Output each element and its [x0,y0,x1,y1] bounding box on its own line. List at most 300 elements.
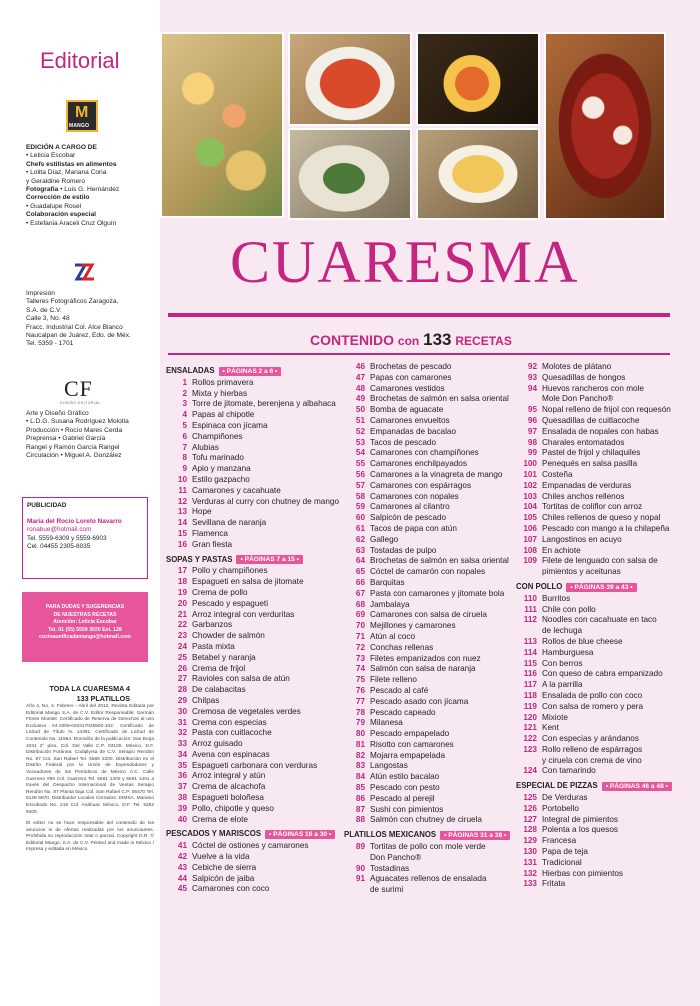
recipe-entry[interactable] [516,556,700,567]
recipe-number: 20 [177,598,187,608]
recipe-entry[interactable] [516,858,700,869]
recipe-number: 122 [523,734,537,744]
recipe-number: 28 [177,685,187,695]
recipe-entry[interactable] [344,874,520,885]
recipe-entry[interactable] [166,610,342,621]
recipe-entry[interactable] [166,664,342,675]
recipe-number: 32 [177,728,187,738]
recipe-entry[interactable] [166,599,342,610]
art-credits [26,410,158,460]
recipe-entry[interactable] [516,470,700,481]
recipe-count: 133 [423,330,452,349]
recipe-number: 63 [355,545,365,555]
recipe-title: Camarones a la vinagreta de mango [370,469,503,479]
recipe-number: 49 [355,394,365,404]
recipe-title: A la parrilla [542,680,583,690]
recipe-title: Integral de pimientos [542,814,619,824]
credit-text: y Geraldine Romero [26,177,86,185]
recipe-entry[interactable] [516,869,700,880]
recipe-number: 86 [355,793,365,803]
recipe-number: 83 [355,761,365,771]
photo-soup-bowl [288,32,412,126]
recipe-number: 121 [523,723,537,733]
recipe-number: 64 [355,556,365,566]
section-name: PLATILLOS MEXICANOS [344,830,437,840]
recipe-number: 108 [523,545,537,555]
recipe-title: Espagueti carbonara con verduras [192,760,318,770]
credit-line [26,194,156,202]
recipe-title: Molotes de plátano [542,362,612,371]
recipe-entry[interactable] [516,637,700,648]
recipe-title: Langostinos en acuyo [542,534,622,544]
legal-notice [26,704,154,859]
recipe-number: 52 [355,426,365,436]
section-name: SOPAS Y PASTAS [166,554,233,564]
recipe-entry[interactable] [166,432,342,443]
recipe-number: 95 [527,405,537,415]
recipe-title: Arroz guisado [192,739,243,749]
recipe-entry[interactable] [166,518,342,529]
recipe-entry[interactable] [344,578,520,589]
credit-line [26,340,156,348]
recipe-entry[interactable] [516,745,700,756]
recipe-entry[interactable] [516,669,700,680]
recipe-title: Conchas rellenas [370,642,434,652]
recipe-entry[interactable] [344,632,520,643]
recipe-entry[interactable] [516,766,700,777]
recipe-entry[interactable] [166,443,342,454]
recipe-entry[interactable] [166,874,342,885]
recipe-title: Noodles con cacahuate en taco [542,615,657,625]
recipe-entry[interactable] [166,378,342,389]
recipe-entry[interactable] [166,464,342,475]
recipe-entry[interactable] [516,373,700,384]
recipe-title: Con tamarindo [542,766,596,776]
recipe-entry[interactable] [344,805,520,816]
dudas-email[interactable]: cocinaunificadamango@hotmail.com [39,634,131,641]
recipe-number: 133 [523,879,537,889]
recipe-number: 8 [182,453,187,463]
recipe-entry[interactable] [344,794,520,805]
recipe-title: Mejillones y camarones [370,621,456,631]
recipe-entry[interactable] [344,621,520,632]
credit-text: • Rocío Mares Cerda [59,426,123,434]
recipe-entry[interactable] [344,815,520,826]
recipe-entry[interactable] [516,648,700,659]
recipe-entry[interactable] [166,399,342,410]
recipe-entry[interactable] [344,664,520,675]
recipe-entry[interactable] [344,675,520,686]
recipe-entry[interactable] [344,535,520,546]
recipe-entry[interactable] [516,756,700,767]
recipe-title: Camarones con salsa de ciruela [370,610,487,620]
contents-con: con [397,334,420,348]
recipe-entry[interactable] [516,567,700,578]
recipe-entry[interactable] [166,577,342,588]
recipe-entry[interactable] [516,524,700,535]
recipe-entry[interactable] [516,481,700,492]
recipe-entry[interactable] [344,556,520,567]
credit-line [26,169,156,177]
recipe-entry[interactable] [516,734,700,745]
recipe-title: Camarones envueltos [370,415,450,425]
staff-credits [26,144,156,228]
recipe-entry[interactable] [344,362,520,373]
recipe-entry[interactable] [166,453,342,464]
recipe-title: Penequés en salsa pasilla [542,459,638,469]
recipe-entry[interactable] [516,513,700,524]
contents-column [344,362,520,896]
recipe-entry[interactable] [166,852,342,863]
recipe-entry[interactable] [344,654,520,665]
recipe-entry[interactable] [516,626,700,637]
recipe-entry[interactable] [344,427,520,438]
recipe-number: 6 [182,431,187,441]
recipe-number: 129 [523,836,537,846]
recipe-entry[interactable] [344,772,520,783]
recipe-number: 18 [177,577,187,587]
recipe-title: Pasta con cuitlacoche [192,728,272,738]
recipe-entry[interactable] [344,470,520,481]
section-pages-badge: • PÁGINAS 31 a 38 • [440,831,510,840]
recipe-entry[interactable] [516,416,700,427]
recipe-entry[interactable] [166,685,342,696]
recipe-title: De Verduras [542,793,588,803]
recipe-title: Avena con espinacas [192,749,270,759]
recipe-entry[interactable] [344,751,520,762]
recipe-entry[interactable] [516,815,700,826]
recipe-entry[interactable] [344,761,520,772]
recipe-number: 14 [177,518,187,528]
section-header [166,366,342,377]
credit-text: S.A. de C.V. [26,306,62,314]
recipe-number: 60 [355,513,365,523]
recipe-entry[interactable] [166,793,342,804]
recipe-entry[interactable] [344,459,520,470]
recipe-title: Chiles anchos rellenos [542,491,625,501]
photo-fish-plate [288,128,412,220]
recipe-entry[interactable] [166,782,342,793]
recipe-entry[interactable] [344,481,520,492]
recipe-number: 74 [355,664,365,674]
zaragoza-logo-icon [73,263,95,281]
recipe-title: Camarones vestidos [370,383,445,393]
recipe-entry[interactable] [516,384,700,395]
recipe-title: Crema de alcachofa [192,782,266,792]
recipe-entry[interactable] [166,804,342,815]
recipe-title: Tradicional [542,857,582,867]
recipe-entry[interactable] [344,885,520,896]
recipe-entry[interactable] [516,405,700,416]
recipe-number: 11 [178,485,187,495]
recipe-entry[interactable] [344,502,520,513]
recipe-entry[interactable] [166,696,342,707]
credit-line [26,435,158,443]
credit-text: Rangel y Ramón García Rangel [26,443,120,451]
recipe-entry[interactable] [516,680,700,691]
dudas-line: PARA DUDAS Y SUGERENCIAS [45,604,125,610]
recipe-entry[interactable] [516,492,700,503]
recipe-number: 66 [355,577,365,587]
recipe-entry[interactable] [344,853,520,864]
recipe-number: 107 [523,534,537,544]
recipe-number: 67 [355,588,365,598]
recipe-entry[interactable] [166,674,342,685]
recipe-entry[interactable] [516,438,700,449]
section-pages-badge: • PÁGINAS 16 a 30 • [265,830,335,839]
recipe-number: 84 [355,772,365,782]
recipe-title: Pollo y champiñones [192,566,268,576]
recipe-entry[interactable] [516,804,700,815]
credit-line [26,324,156,332]
recipe-entry[interactable] [516,594,700,605]
recipe-number: 36 [177,771,187,781]
recipe-entry[interactable] [516,793,700,804]
recipe-entry[interactable] [344,567,520,578]
page-title: CUARESMA [230,229,580,295]
credit-heading: Chefs estilistas en alimentos [26,160,117,168]
recipe-title: Cóctel de ostiones y camarones [192,841,309,851]
recipe-title: Flamenca [192,528,228,538]
recipe-entry[interactable] [166,761,342,772]
recipe-number: 75 [355,675,365,685]
recipe-title: Pescado y espagueti [192,598,269,608]
publicidad-email[interactable]: ronabue@hotmail.com [27,526,92,534]
recipe-entry[interactable] [344,740,520,751]
section-pages-badge: • PÁGINAS 46 a 48 • [602,782,672,791]
recipe-entry[interactable] [516,847,700,858]
recipe-entry[interactable] [344,589,520,600]
contents-rule [168,353,670,355]
recipe-entry[interactable] [166,529,342,540]
recipe-entry[interactable] [166,863,342,874]
recipe-entry[interactable] [516,502,700,513]
recipe-title: Huevos rancheros con mole [542,383,644,393]
recipe-title: Tortitas de coliflor con arroz [542,502,643,512]
section-pages-badge: • PÁGINAS 7 a 15 • [236,555,303,564]
issue-title-line: TODA LA CUARESMA 4 [49,684,130,693]
recipe-entry[interactable] [344,384,520,395]
publicidad-box [22,497,148,579]
recipe-entry[interactable] [344,842,520,853]
recipe-title: Aguacates rellenos de ensalada [370,874,487,884]
recipe-entry[interactable] [166,815,342,826]
recipe-title: Brochetas de salmón en salsa oriental [370,556,509,566]
recipe-title: Arroz integral con verduritas [192,609,295,619]
recipe-number: 31 [177,717,187,727]
recipe-entry[interactable] [166,771,342,782]
recipe-entry[interactable] [166,841,342,852]
recipe-entry[interactable] [166,707,342,718]
recipe-entry[interactable] [166,475,342,486]
recipe-entry[interactable] [516,879,700,890]
recipe-title: Gallego [370,534,399,544]
recipe-number [344,885,370,896]
recipe-number: 17 [177,566,187,576]
recipe-entry[interactable] [344,405,520,416]
recipe-entry[interactable] [166,421,342,432]
recipe-entry[interactable] [344,416,520,427]
credit-line [26,186,156,194]
recipe-entry[interactable] [166,642,342,653]
recipe-entry[interactable] [516,615,700,626]
recipe-entry[interactable] [344,373,520,384]
recipe-entry[interactable] [166,566,342,577]
recipe-entry[interactable] [516,605,700,616]
recipe-number: 119 [523,701,537,711]
recipe-entry[interactable] [516,825,700,836]
recipe-title: Con especias y arándanos [542,734,639,744]
recipe-title: Kent [542,723,559,733]
recipe-entry[interactable] [344,697,520,708]
recipe-entry[interactable] [516,459,700,470]
recipe-title: Filetes empanizados con nuez [370,653,481,663]
recipe-entry[interactable] [166,410,342,421]
photo-fish-fillet [416,128,540,220]
credit-text: • Gabriel García [56,435,106,443]
recipe-entry[interactable] [344,438,520,449]
recipe-entry[interactable] [344,708,520,719]
recipe-title: Filete de lenguado con salsa de [542,556,658,566]
recipe-number: 59 [355,502,365,512]
dudas-line: Atención: Leticia Escobar [53,619,117,626]
recipe-title: Cebiche de sierra [192,862,257,872]
recipe-number: 57 [355,480,365,490]
recipe-number: 47 [355,372,365,382]
recipe-entry[interactable] [166,884,342,895]
recipe-title: De calabacitas [192,685,246,695]
recipe-title: Hope [192,507,212,517]
recipe-entry[interactable] [344,546,520,557]
recipe-number: 61 [355,523,365,533]
credit-text: Naucalpan de Juárez, Edo. de Méx. [26,332,131,340]
recipe-entry[interactable] [166,653,342,664]
recipe-entry[interactable] [516,427,700,438]
recipe-entry[interactable] [516,362,700,373]
recipe-title: Crema de elote [192,814,248,824]
recipe-entry[interactable] [516,659,700,670]
recipe-title: Pescado con pesto [370,783,440,793]
recipe-title: Don Pancho® [370,852,422,862]
recipe-number: 71 [355,631,365,641]
recipe-entry[interactable] [344,448,520,459]
section-pages-badge: • PÁGINAS 2 a 6 • [219,367,282,376]
recipe-number [516,567,542,578]
recipe-entry[interactable] [516,546,700,557]
recipe-entry[interactable] [344,729,520,740]
recipe-entry[interactable] [344,524,520,535]
recipe-number: 1 [182,377,187,387]
credit-heading: EDICIÓN A CARGO DE [26,144,97,151]
recipe-number: 35 [177,760,187,770]
recipe-title: Atún estilo bacalao [370,772,440,782]
recipe-entry[interactable] [516,535,700,546]
recipe-entry[interactable] [516,723,700,734]
recipe-entry[interactable] [344,718,520,729]
recipe-number: 103 [523,491,537,501]
recipe-title: Chowder de salmón [192,631,265,641]
recipe-entry[interactable] [166,389,342,400]
recipe-entry[interactable] [166,497,342,508]
photo-mole-dish [544,32,666,220]
legal-paragraph: Año 4, No. 4. Febrero - Abril del 2012. Revista Editada por Editorial Mango S.A. de C.V. Editor Responsable: Germán Flores Montiel. Certificado de Reserva de Derechos al uso Exclusivo 04-2009-020317025500-102. Certificado de Licitud de Título N. 14391. Certificado de Licitud de Contenido No. 11964. Domicilio de la publicación: San Borja 1031 2° piso, Col. Del Valle C.P. 03100. México, D.F. Distribución Foránea: Codiplyrsa de C.V. Serapio Rendón No. 87 Col. San Rafael Tel. 5566 2200. Distribución en el Distrito Federal por la Unión de Expendedores y Voceadores de los Periódicos de México A.C. Calle Guerrero #50 Col. Guerrero Tel. 5591 1400 y 5591 1401 a través del Despacho Internacional de Ventas Serapio Rendón No. 87 Planta baja Col. San Rafael C.P. 06470 Tel. 5128 6870. Distribuidor Locales Cerrados: DIMSA. Mariano Escobedo No. 218 Col. Anáhuac México, D.F. Tel. 5262 9400. [26,704,154,815]
recipe-title: Charales entomatados [542,437,625,447]
recipe-entry[interactable] [166,507,342,518]
recipe-entry[interactable] [344,610,520,621]
recipe-number: 114 [523,647,537,657]
recipe-entry[interactable] [344,643,520,654]
recipe-title: Brochetas de salmón en salsa oriental [370,394,509,404]
recipe-title: Mixiote [542,712,568,722]
recipe-entry[interactable] [344,600,520,611]
recipe-entry[interactable] [516,691,700,702]
recipe-title: Con salsa de romero y pera [542,701,644,711]
recipe-title: Crema de frijol [192,663,246,673]
recipe-entry[interactable] [516,836,700,847]
recipe-entry[interactable] [344,492,520,503]
publicidad-cell: Cel. 04455 2305-8035 [27,542,91,550]
recipe-number: 15 [177,528,187,538]
recipe-number: 56 [355,469,365,479]
recipe-number: 128 [523,825,537,835]
recipe-entry[interactable] [344,513,520,524]
recipe-entry[interactable] [344,394,520,405]
credit-text: • Leticia Escobar [26,152,76,160]
recipe-entry[interactable] [166,588,342,599]
recipe-entry[interactable] [516,702,700,713]
recipe-entry[interactable] [166,620,342,631]
recipe-entry[interactable] [166,728,342,739]
recipe-title: Mole Don Pancho® [542,394,614,404]
recipe-entry[interactable] [166,739,342,750]
recipe-title: Portobello [542,803,579,813]
recipe-title: Gran fiesta [192,539,233,549]
credit-line [26,144,156,152]
recipe-entry[interactable] [166,486,342,497]
mango-logo-text: MANGO [69,123,90,129]
recipe-number: 117 [523,680,537,690]
contents-column [166,362,342,895]
recipe-entry[interactable] [166,718,342,729]
recipe-number [516,626,542,637]
contents-label: CONTENIDO [310,332,394,348]
recipe-entry[interactable] [344,864,520,875]
recipe-entry[interactable] [344,686,520,697]
recipe-title: Sevillana de naranja [192,518,267,528]
recipe-number: 116 [523,669,537,679]
recipe-entry[interactable] [344,783,520,794]
recipe-entry[interactable] [166,750,342,761]
recipe-number: 123 [523,744,537,754]
recipe-number: 131 [523,857,537,867]
recipe-number: 70 [355,621,365,631]
recipe-entry[interactable] [516,713,700,724]
recipe-entry[interactable] [166,540,342,551]
credit-text: • Miguel A. González [58,452,122,460]
credit-heading: Corrección de estilo [26,194,90,202]
credit-text: Tel. 5359 - 1701 [26,340,74,348]
recipe-entry[interactable] [516,394,700,405]
recipe-number: 106 [523,523,537,533]
recipe-title: Con berros [542,658,583,668]
section-pages-badge: • PÁGINAS 39 a 43 • [566,583,636,592]
recipe-number: 111 [524,604,537,614]
credit-heading: Circulación [26,452,59,460]
recipe-title: Nopal relleno de frijol con requesón [542,405,671,415]
recipe-entry[interactable] [516,448,700,459]
recipe-number: 3 [182,399,187,409]
recipe-entry[interactable] [166,631,342,642]
